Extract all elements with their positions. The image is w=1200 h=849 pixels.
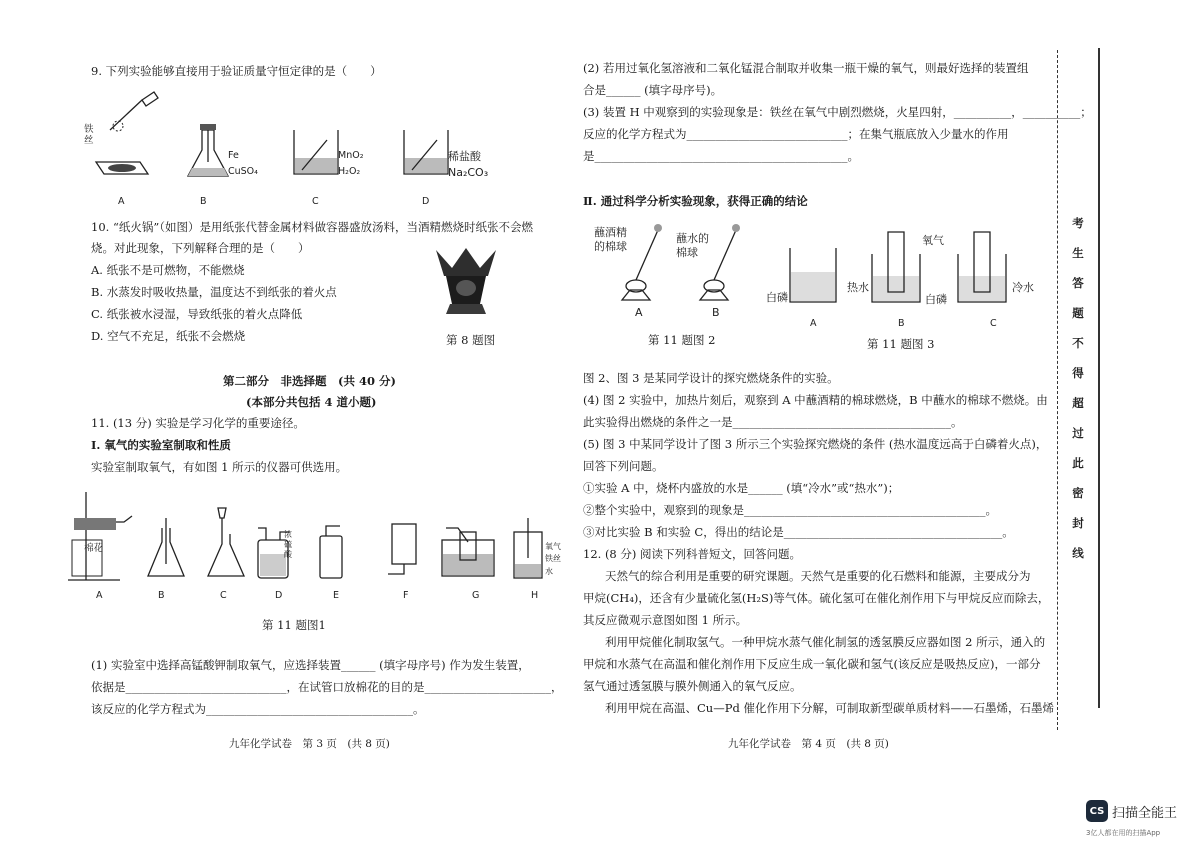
- q12-p2-line1: 利用甲烷催化制取氢气。一种甲烷水蒸气催化制氢的透氢膜反应器如图 2 所示，通入的: [605, 635, 1046, 649]
- left-page-footer: 九年化学试卷 第 3 页 (共 8 页): [229, 738, 390, 750]
- q11-section1-text: 实验室制取氧气，有如图 1 所示的仪器可供选用。: [91, 460, 348, 474]
- seal-char: 题: [1072, 306, 1084, 320]
- fig3-oxygen-label: 氧气: [922, 234, 944, 247]
- fig1-e: [320, 526, 342, 578]
- q11-4-line2: 此实验得出燃烧的条件之一是______________________________________。: [583, 415, 963, 429]
- q11-1-line1: (1) 实验室中选择高锰酸钾制取氧气，应选择装置______ (填字母序号) 作为发生装置，: [91, 658, 530, 672]
- fig1-apparatus: [62, 488, 562, 588]
- q10-option-a: A. 纸张不是可燃物，不能燃烧: [91, 263, 245, 277]
- fig2-caption: 第 11 题图 2: [648, 333, 716, 347]
- q10-option-d: D. 空气不充足，纸张不会燃烧: [91, 329, 246, 343]
- q11-3-line1: (3) 装置 H 中观察到的实验现象是：铁丝在氧气中剧烈燃烧，火星四射，__________，__________；: [583, 105, 1092, 119]
- seal-char: 不: [1072, 336, 1084, 350]
- seal-line-notice: [1071, 215, 1085, 561]
- q12-p2-line2: 甲烷和水蒸气在高温和催化剂作用下反应生成一氧化碳和氢气(该反应是吸热反应)，一部分: [583, 657, 1041, 671]
- q12-p2-line3: 氢气通过透氢膜与膜外侧通入的氧气反应。: [583, 679, 802, 693]
- na2co3-label: Na₂CO₃: [448, 166, 489, 179]
- fig3-label-c: C: [990, 318, 997, 329]
- q11-5-line1: (5) 图 3 中某同学设计了图 3 所示三个实验探究燃烧的条件 (热水温度远高于白磷着火点)，: [583, 437, 1048, 451]
- fig3-label-a: A: [810, 318, 817, 329]
- fig1-label-e: E: [333, 590, 340, 601]
- q11-5-a: ①实验 A 中，烧杯内盛放的水是______ (填“冷水”或“热水”)；: [583, 481, 900, 495]
- alcohol-cotton-label: 蘸酒精的棉球: [594, 226, 627, 253]
- fig3-apparatus: [780, 222, 1040, 312]
- cuso4-label: CuSO₄: [228, 166, 258, 177]
- fig1-a: [68, 492, 132, 580]
- q12-p1-line2: 甲烷(CH₄)，还含有少量硫化氢(H₂S)等气体。硫化氢可在催化剂作用下与甲烷反应而除去，: [583, 591, 1050, 605]
- fig1-iron-wire-label: 铁丝: [545, 554, 561, 563]
- q9-apparatus-c: [294, 130, 338, 174]
- fig1-label-c: C: [220, 590, 227, 601]
- h2o2-label: H₂O₂: [338, 166, 361, 177]
- q11-2-line1: (2) 若用过氧化氢溶液和二氧化锰混合制取并收集一瓶干燥的氧气，则最好选择的装置组: [583, 61, 1029, 75]
- q11-4-line1: (4) 图 2 实验中，加热片刻后，观察到 A 中蘸酒精的棉球燃烧，B 中蘸水的棉球不燃烧。由: [583, 393, 1048, 407]
- seal-char: 答: [1072, 276, 1084, 290]
- cotton-label: 棉花: [84, 543, 104, 554]
- q11-1-line2: 依据是____________________________，在试管口放棉花的目的是______________________，: [91, 680, 563, 694]
- q10-stem-line1: 10. “纸火锅”（如图）是用纸张代替金属材料做容器盛放汤料，当酒精燃烧时纸张不会燃: [91, 220, 533, 234]
- fig2-label-b: B: [712, 306, 720, 319]
- scanner-watermark: [1086, 800, 1196, 844]
- right-page-footer: 九年化学试卷 第 4 页 (共 8 页): [728, 738, 889, 750]
- q11-5-c: ③对比实验 B 和实验 C，得出的结论是______________________________________。: [583, 525, 1014, 539]
- section2-title: Ⅱ. 通过科学分析实验现象，获得正确的结论: [583, 194, 808, 208]
- fig1-g: [442, 528, 494, 576]
- seal-char: 得: [1072, 366, 1084, 380]
- q9-apparatus-a: [96, 92, 158, 174]
- seal-char: 线: [1072, 546, 1084, 560]
- fig3-beaker-b: [872, 232, 920, 302]
- fig1-label-a: A: [96, 590, 103, 601]
- part2-subtitle: (本部分共包括 4 道小题): [246, 395, 377, 409]
- seal-char: 过: [1072, 426, 1084, 440]
- q11-3-line3: 是____________________________________________。: [583, 149, 859, 163]
- q9-label-c: C: [312, 196, 319, 207]
- q9-label-d: D: [422, 196, 430, 207]
- cs-logo-icon: CS: [1086, 800, 1108, 822]
- fig1-label-b: B: [158, 590, 165, 601]
- fig2-label-a: A: [635, 306, 643, 319]
- fig3-white-p-label: 白磷: [766, 291, 788, 304]
- fig3-label-b: B: [898, 318, 905, 329]
- seal-char: 此: [1072, 456, 1084, 470]
- seal-char: 生: [1072, 246, 1084, 260]
- scanner-app-tagline: 3亿人都在用的扫描App: [1086, 829, 1161, 837]
- fig1-f: [388, 524, 416, 574]
- mno2-label: MnO₂: [338, 150, 364, 161]
- iron-wire-label: 铁丝: [84, 124, 94, 146]
- water-cotton-label: 蘸水的棉球: [676, 232, 709, 259]
- fig3-caption: 第 11 题图 3: [867, 337, 935, 351]
- q10-stem-line2: 烧。对此现象，下列解释合理的是（ ）: [91, 241, 310, 255]
- scanner-app-name: 扫描全能王: [1112, 806, 1178, 821]
- q12-p1-line1: 天然气的综合利用是重要的研究课题。天然气是重要的化石燃料和能源，主要成分为: [605, 569, 1031, 583]
- q11-section1: Ⅰ. 氧气的实验室制取和性质: [91, 438, 231, 452]
- fig8-caption: 第 8 题图: [446, 333, 496, 347]
- fig1-oxygen-label: 氧气: [545, 542, 561, 551]
- q10-option-b: B. 水蒸发时吸收热量，温度达不到纸张的着火点: [91, 285, 337, 299]
- q9-label-b: B: [200, 196, 207, 207]
- fig3-hot-water-label: 热水: [847, 281, 869, 294]
- fig1-label-f: F: [403, 590, 409, 601]
- fig1-caption: 第 11 题图1: [262, 618, 326, 632]
- q9-label-a: A: [118, 196, 125, 207]
- fig3-cold-water-label: 冷水: [1012, 281, 1034, 294]
- fig1-b: [148, 518, 184, 576]
- conc-acid-label: 浓硫酸: [284, 530, 292, 559]
- fig-description: 图 2、图 3 是某同学设计的探究燃烧条件的实验。: [583, 371, 839, 385]
- q9-stem: 9. 下列实验能够直接用于验证质量守恒定律的是（ ）: [91, 64, 382, 78]
- fig3-beaker-a: [790, 248, 836, 302]
- q11-2-line2: 合是______ (填字母序号)。: [583, 83, 723, 97]
- fig1-h: [514, 518, 542, 578]
- q9-apparatus-b: [188, 124, 228, 176]
- q12-intro: 12. (8 分) 阅读下列科普短文，回答问题。: [583, 547, 802, 561]
- fig1-label-h: H: [531, 590, 539, 601]
- seal-char: 考: [1072, 216, 1084, 230]
- seal-dashed-line: [1057, 50, 1058, 730]
- paper-hotpot-photo: [432, 246, 500, 316]
- fe-label: Fe: [228, 150, 239, 161]
- seal-char: 超: [1072, 396, 1084, 410]
- fig3-beaker-c: [958, 232, 1006, 302]
- q10-option-c: C. 纸张被水浸湿，导致纸张的着火点降低: [91, 307, 303, 321]
- hcl-label: 稀盐酸: [448, 150, 481, 163]
- q9-figure: [82, 90, 522, 200]
- seal-char: 密: [1072, 486, 1084, 500]
- q11-3-line2: 反应的化学方程式为____________________________；在集气瓶底放入少量水的作用: [583, 127, 1009, 141]
- q12-p3-line1: 利用甲烷在高温、Cu—Pd 催化作用下分解，可制取新型碳单质材料——石墨烯，石墨烯: [605, 701, 1054, 715]
- part2-title: 第二部分 非选择题 (共 40 分): [223, 374, 396, 388]
- q11-5-b: ②整个实验中，观察到的现象是__________________________________________。: [583, 503, 997, 517]
- q11-intro: 11. (13 分) 实验是学习化学的重要途径。: [91, 416, 305, 430]
- fig1-water-label: 水: [545, 567, 553, 576]
- fig1-label-g: G: [472, 590, 480, 601]
- seal-solid-line: [1098, 48, 1100, 708]
- q9-apparatus-d: [404, 130, 448, 174]
- q11-1-line3: 该反应的化学方程式为____________________________________。: [91, 702, 425, 716]
- fig1-label-d: D: [275, 590, 283, 601]
- fig1-c: [208, 508, 244, 576]
- q11-5-line2: 回答下列问题。: [583, 459, 664, 473]
- fig3-white-p2-label: 白磷: [925, 293, 947, 306]
- q12-p1-line3: 其反应微观示意图如图 1 所示。: [583, 613, 748, 627]
- seal-char: 封: [1072, 516, 1084, 530]
